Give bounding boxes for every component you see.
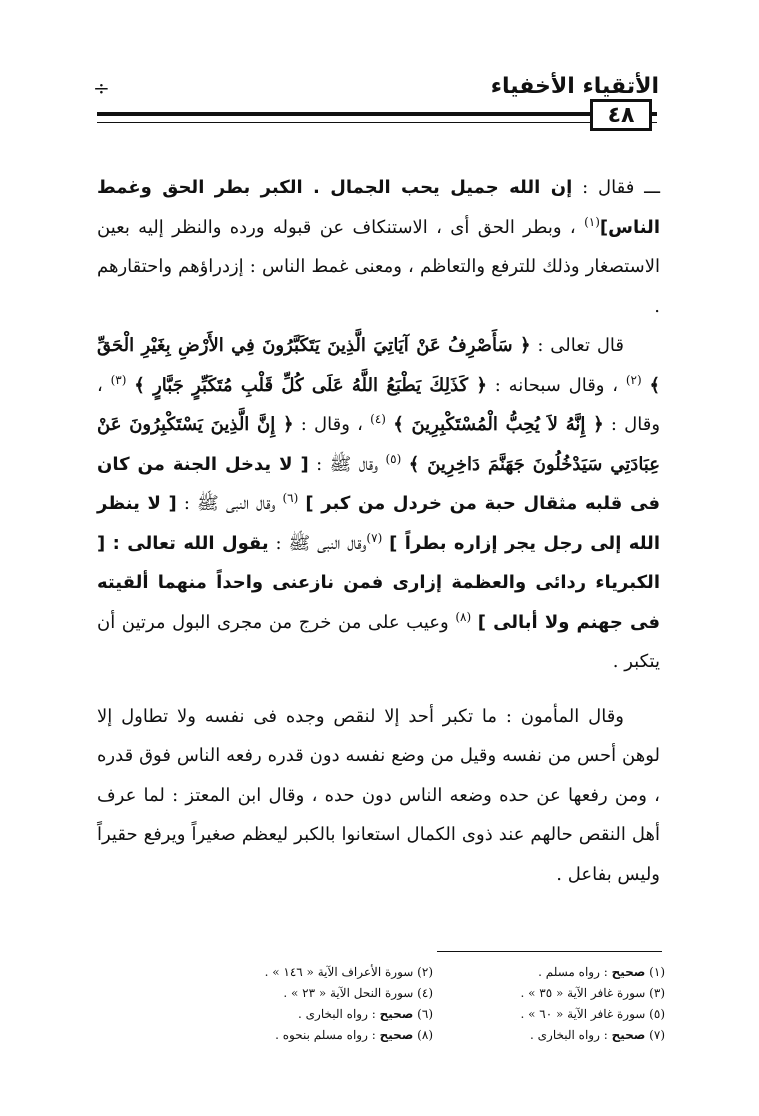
footnote-row xyxy=(200,983,665,1004)
header-rule-thin xyxy=(97,122,657,123)
paragraph-1 xyxy=(97,168,660,326)
footnote-row xyxy=(200,1004,665,1025)
hadith-text: يقول الله تعالى : [ الكبرياء ردائى والعظمة إزارى فمن نازعنى واحداً منهما ألقيته فى جهنم ولا أبالى ] xyxy=(97,532,660,633)
footnote-4: (٤) سورة النحل الآية « ٢٣ » . xyxy=(283,986,433,1000)
footnote-6: (٦) صحيح : رواه البخارى . xyxy=(298,1007,433,1021)
quran-verse: ﴿ إِنَّهُ لاَ يُحِبُّ الْمُسْتَكْبِرِينَ ﴾ xyxy=(393,414,604,435)
footnote-ref: (٧) xyxy=(366,530,383,545)
footnote-8: (٨) صحيح : رواه مسلم بنحوه . xyxy=(275,1028,433,1042)
footnote-row xyxy=(200,1025,665,1046)
footnote-ref: (٢) xyxy=(625,372,642,387)
page-number: ٤٨ xyxy=(590,99,652,131)
footnote-ref: (٦) xyxy=(282,491,299,505)
text-run: وقال النبى ﷺ : xyxy=(176,493,283,514)
quran-verse: ﴿ سَأَصْرِفُ عَنْ آيَاتِيَ الَّذِينَ يَتَكَبَّرُونَ فِي الأَرْضِ بِغَيْرِ الْحَقِّ ﴾ xyxy=(97,335,660,396)
running-title: الأتقياء الأخفياء xyxy=(490,74,659,99)
footnote-5: (٥) سورة غافر الآية « ٦٠ » . xyxy=(520,1007,665,1021)
text-run: ، وقال : xyxy=(293,414,371,435)
footnote-ref: (١) xyxy=(584,214,600,229)
footnote-ref: (٤) xyxy=(370,412,386,426)
text-run: وعيب على من خرج من مجرى البول مرتين أن يتكبر . xyxy=(97,611,660,672)
para1-rest: ، وبطر الحق أى ، الاستنكاف عن قبوله ورده والنظر إليه بعين الاستصغار وذلك للترفع والتعاظم ، ومعنى غمط الناس : إزدراؤهم واحتقارهم . xyxy=(97,216,660,317)
text-run: وقال النبى ﷺ : xyxy=(268,532,367,554)
footnote-ref: (٨) xyxy=(455,609,472,624)
text-run: ، وقال : xyxy=(97,374,661,435)
text-run: وقال ﷺ : xyxy=(308,453,386,475)
footnote-7: (٧) صحيح : رواه البخارى . xyxy=(530,1028,665,1042)
text-run: قال تعالى : xyxy=(530,335,625,356)
footnote-separator xyxy=(437,951,662,952)
footnote-row xyxy=(200,962,665,983)
body-text xyxy=(97,168,660,894)
paragraph-3: وقال المأمون : ما تكبر أحد إلا لنقص وجده فى نفسه ولا تطاول إلا لوهن أحس من نفسه وقيل من وضع نفسه دون قدره رفعه الناس فوق قدره ، ومن رفعها عن حده وضعه الناس دون حده ، وقال ابن المعتز : لما عرف أهل النقص حالهم عند ذوى الكمال استعانوا بالكبر ليعظم صغيراً ويرفع حقيراً وليس بفاعل . xyxy=(97,705,661,885)
paragraph-2 xyxy=(97,326,660,682)
footnote-ref: (٥) xyxy=(385,451,402,466)
footnote-ref: (٣) xyxy=(110,372,127,387)
quran-verse: ﴿ كَذَلِكَ يَطْبَعُ اللَّهُ عَلَى كُلِّ قَلْبِ مُتَكَبِّرٍ جَبَّارٍ ﴾ xyxy=(134,374,487,396)
divider-ornament-icon: ÷ xyxy=(93,76,110,100)
hadith-text: [ لا ينظر الله إلى رجل يجر إزاره بطراً ] xyxy=(97,493,660,554)
hadith-text: [ لا يدخل الجنة من كان فى قلبه مثقال حبة من خردل من كبر ] xyxy=(97,453,660,514)
footnotes xyxy=(200,962,665,1046)
footnote-3: (٣) سورة غافر الآية « ٣٥ » . xyxy=(520,986,665,1000)
header-rule-thick xyxy=(97,112,657,116)
quran-verse: ﴿ إِنَّ الَّذِينَ يَسْتَكْبِرُونَ عَنْ عِبَادَتِي سَيَدْخُلُونَ جَهَنَّمَ دَاخِرِينَ ﴾ xyxy=(97,414,660,475)
para1-lead: ـــ فقال : xyxy=(572,177,660,198)
footnote-2: (٢) سورة الأعراف الآية « ١٤٦ » . xyxy=(264,965,433,979)
hadith-text: إن الله جميل يحب الجمال . الكبر بطر الحق وغمط الناس] xyxy=(97,177,660,238)
footnote-1: (١) صحيح : رواه مسلم . xyxy=(538,965,665,979)
text-run: ، وقال سبحانه : xyxy=(486,374,626,396)
